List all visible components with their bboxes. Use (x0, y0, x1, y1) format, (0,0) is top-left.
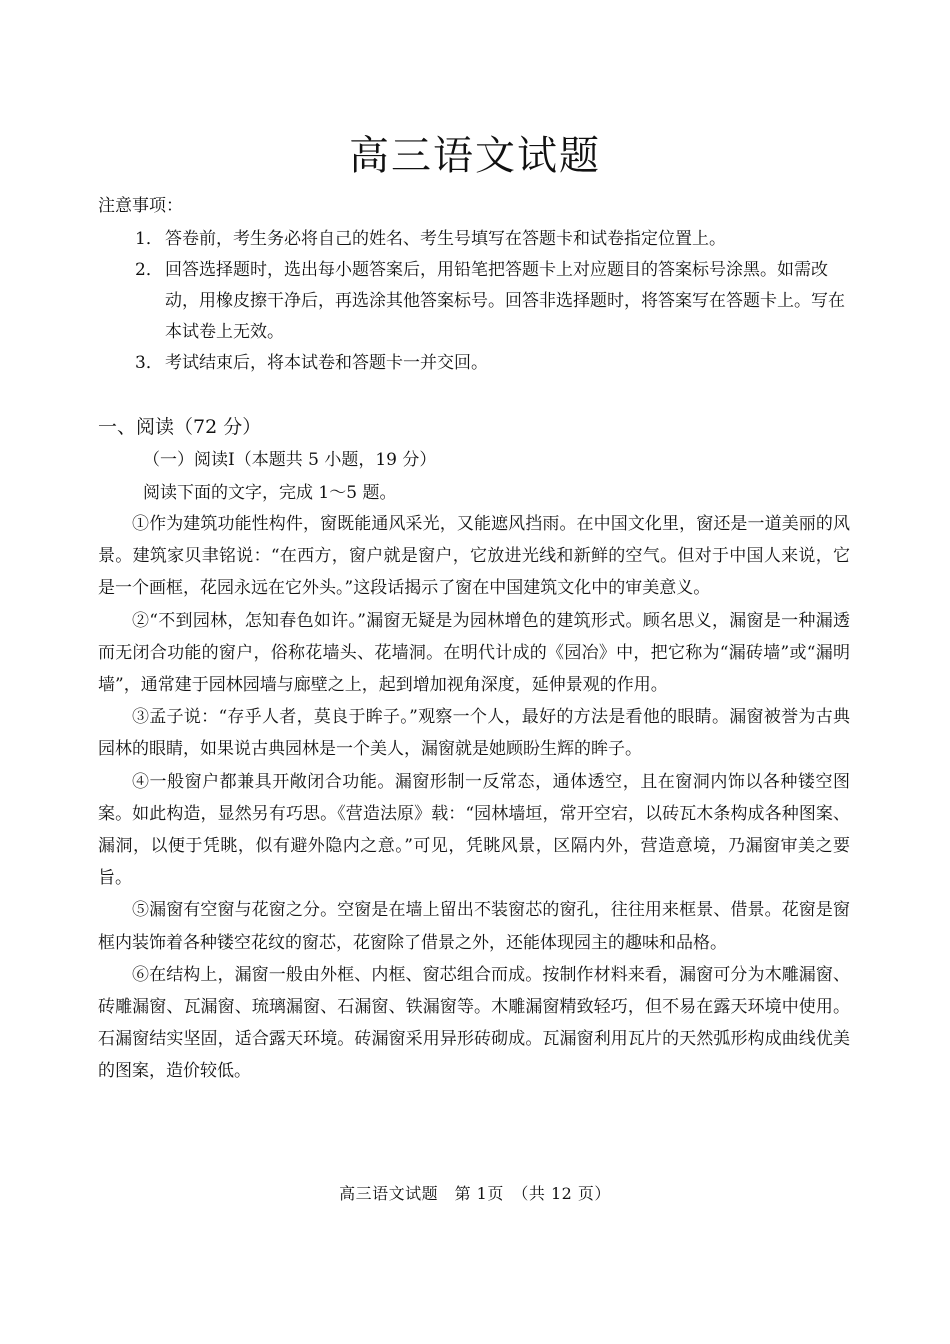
passage-paragraph-3: ③孟子说：“存乎人者，莫良于眸子。”观察一个人，最好的方法是看他的眼睛。漏窗被誉为古典园林的眼睛，如果说古典园林是一个美人，漏窗就是她顾盼生辉的眸子。 (98, 707, 850, 760)
notice-item (135, 224, 855, 255)
notice-list (135, 224, 855, 379)
passage-paragraph-2: ②“不到园林，怎知春色如许。”漏窗无疑是为园林增色的建筑形式。顾名思义，漏窗是一种漏透而无闭合功能的窗户，俗称花墙头、花墙洞。在明代计成的《园冶》中，把它称为“漏砖墙”或“漏明墙”，通常建于园林园墙与廊壁之上，起到增加视角深度，延伸景观的作用。 (98, 610, 850, 696)
notice-item (135, 348, 855, 379)
notice-item-text: 答卷前，考生务必将自己的姓名、考生号填写在答题卡和试卷指定位置上。 (165, 229, 726, 249)
reading-instruction: 阅读下面的文字，完成 1～5 题。 (143, 483, 397, 503)
notice-item (135, 255, 855, 348)
exam-title: 高三语文试题 (349, 133, 601, 179)
page-footer: 高三语文试题 第 1页 （共 12 页） (339, 1184, 611, 1203)
notice-item-number: 2． (135, 260, 163, 280)
passage-paragraph-6: ⑥在结构上，漏窗一般由外框、内框、窗芯组合而成。按制作材料来看，漏窗可分为木雕漏窗、砖雕漏窗、瓦漏窗、琉璃漏窗、石漏窗、铁漏窗等。木雕漏窗精致轻巧，但不易在露天环境中使用。石漏窗结实坚固，适合露天环境。砖漏窗采用异形砖砌成。瓦漏窗利用瓦片的天然弧形构成曲线优美的图案，造价较低。 (98, 964, 850, 1082)
passage-paragraph-4: ④一般窗户都兼具开敞闭合功能。漏窗形制一反常态，通体透空，且在窗洞内饰以各种镂空图案。如此构造，显然另有巧思。《营造法原》载：“园林墙垣，常开空宕，以砖瓦木条构成各种图案、漏洞，以便于凭眺，似有避外隐内之意。”可见，凭眺风景，区隔内外，营造意境，乃漏窗审美之要旨。 (98, 771, 850, 889)
notice-item-text: 考试结束后，将本试卷和答题卡一并交回。 (165, 353, 488, 373)
notice-item-number: 3． (135, 353, 163, 373)
section-heading: 一、阅读（72 分） (98, 416, 262, 438)
section-subheading: （一）阅读Ⅰ（本题共 5 小题，19 分） (143, 450, 437, 470)
passage-paragraph-1: ①作为建筑功能性构件，窗既能通风采光，又能遮风挡雨。在中国文化里，窗还是一道美丽的风景。建筑家贝聿铭说：“在西方，窗户就是窗户，它放进光线和新鲜的空气。但对于中国人来说，它是一个画框，花园永远在它外头。”这段话揭示了窗在中国建筑文化中的审美意义。 (98, 514, 850, 599)
notice-item-text: 回答选择题时，选出每小题答案后，用铅笔把答题卡上对应题目的答案标号涂黑。如需改动，用橡皮擦干净后，再选涂其他答案标号。回答非选择题时，将答案写在答题卡上。写在本试卷上无效。 (165, 260, 845, 342)
passage-paragraph-5: ⑤漏窗有空窗与花窗之分。空窗是在墙上留出不装窗芯的窗孔，往往用来框景、借景。花窗是窗框内装饰着各种镂空花纹的窗芯，花窗除了借景之外，还能体现园主的趣味和品格。 (98, 900, 850, 953)
notice-heading: 注意事项： (98, 196, 183, 216)
reading-passage (98, 508, 850, 1088)
notice-item-number: 1． (135, 229, 163, 249)
